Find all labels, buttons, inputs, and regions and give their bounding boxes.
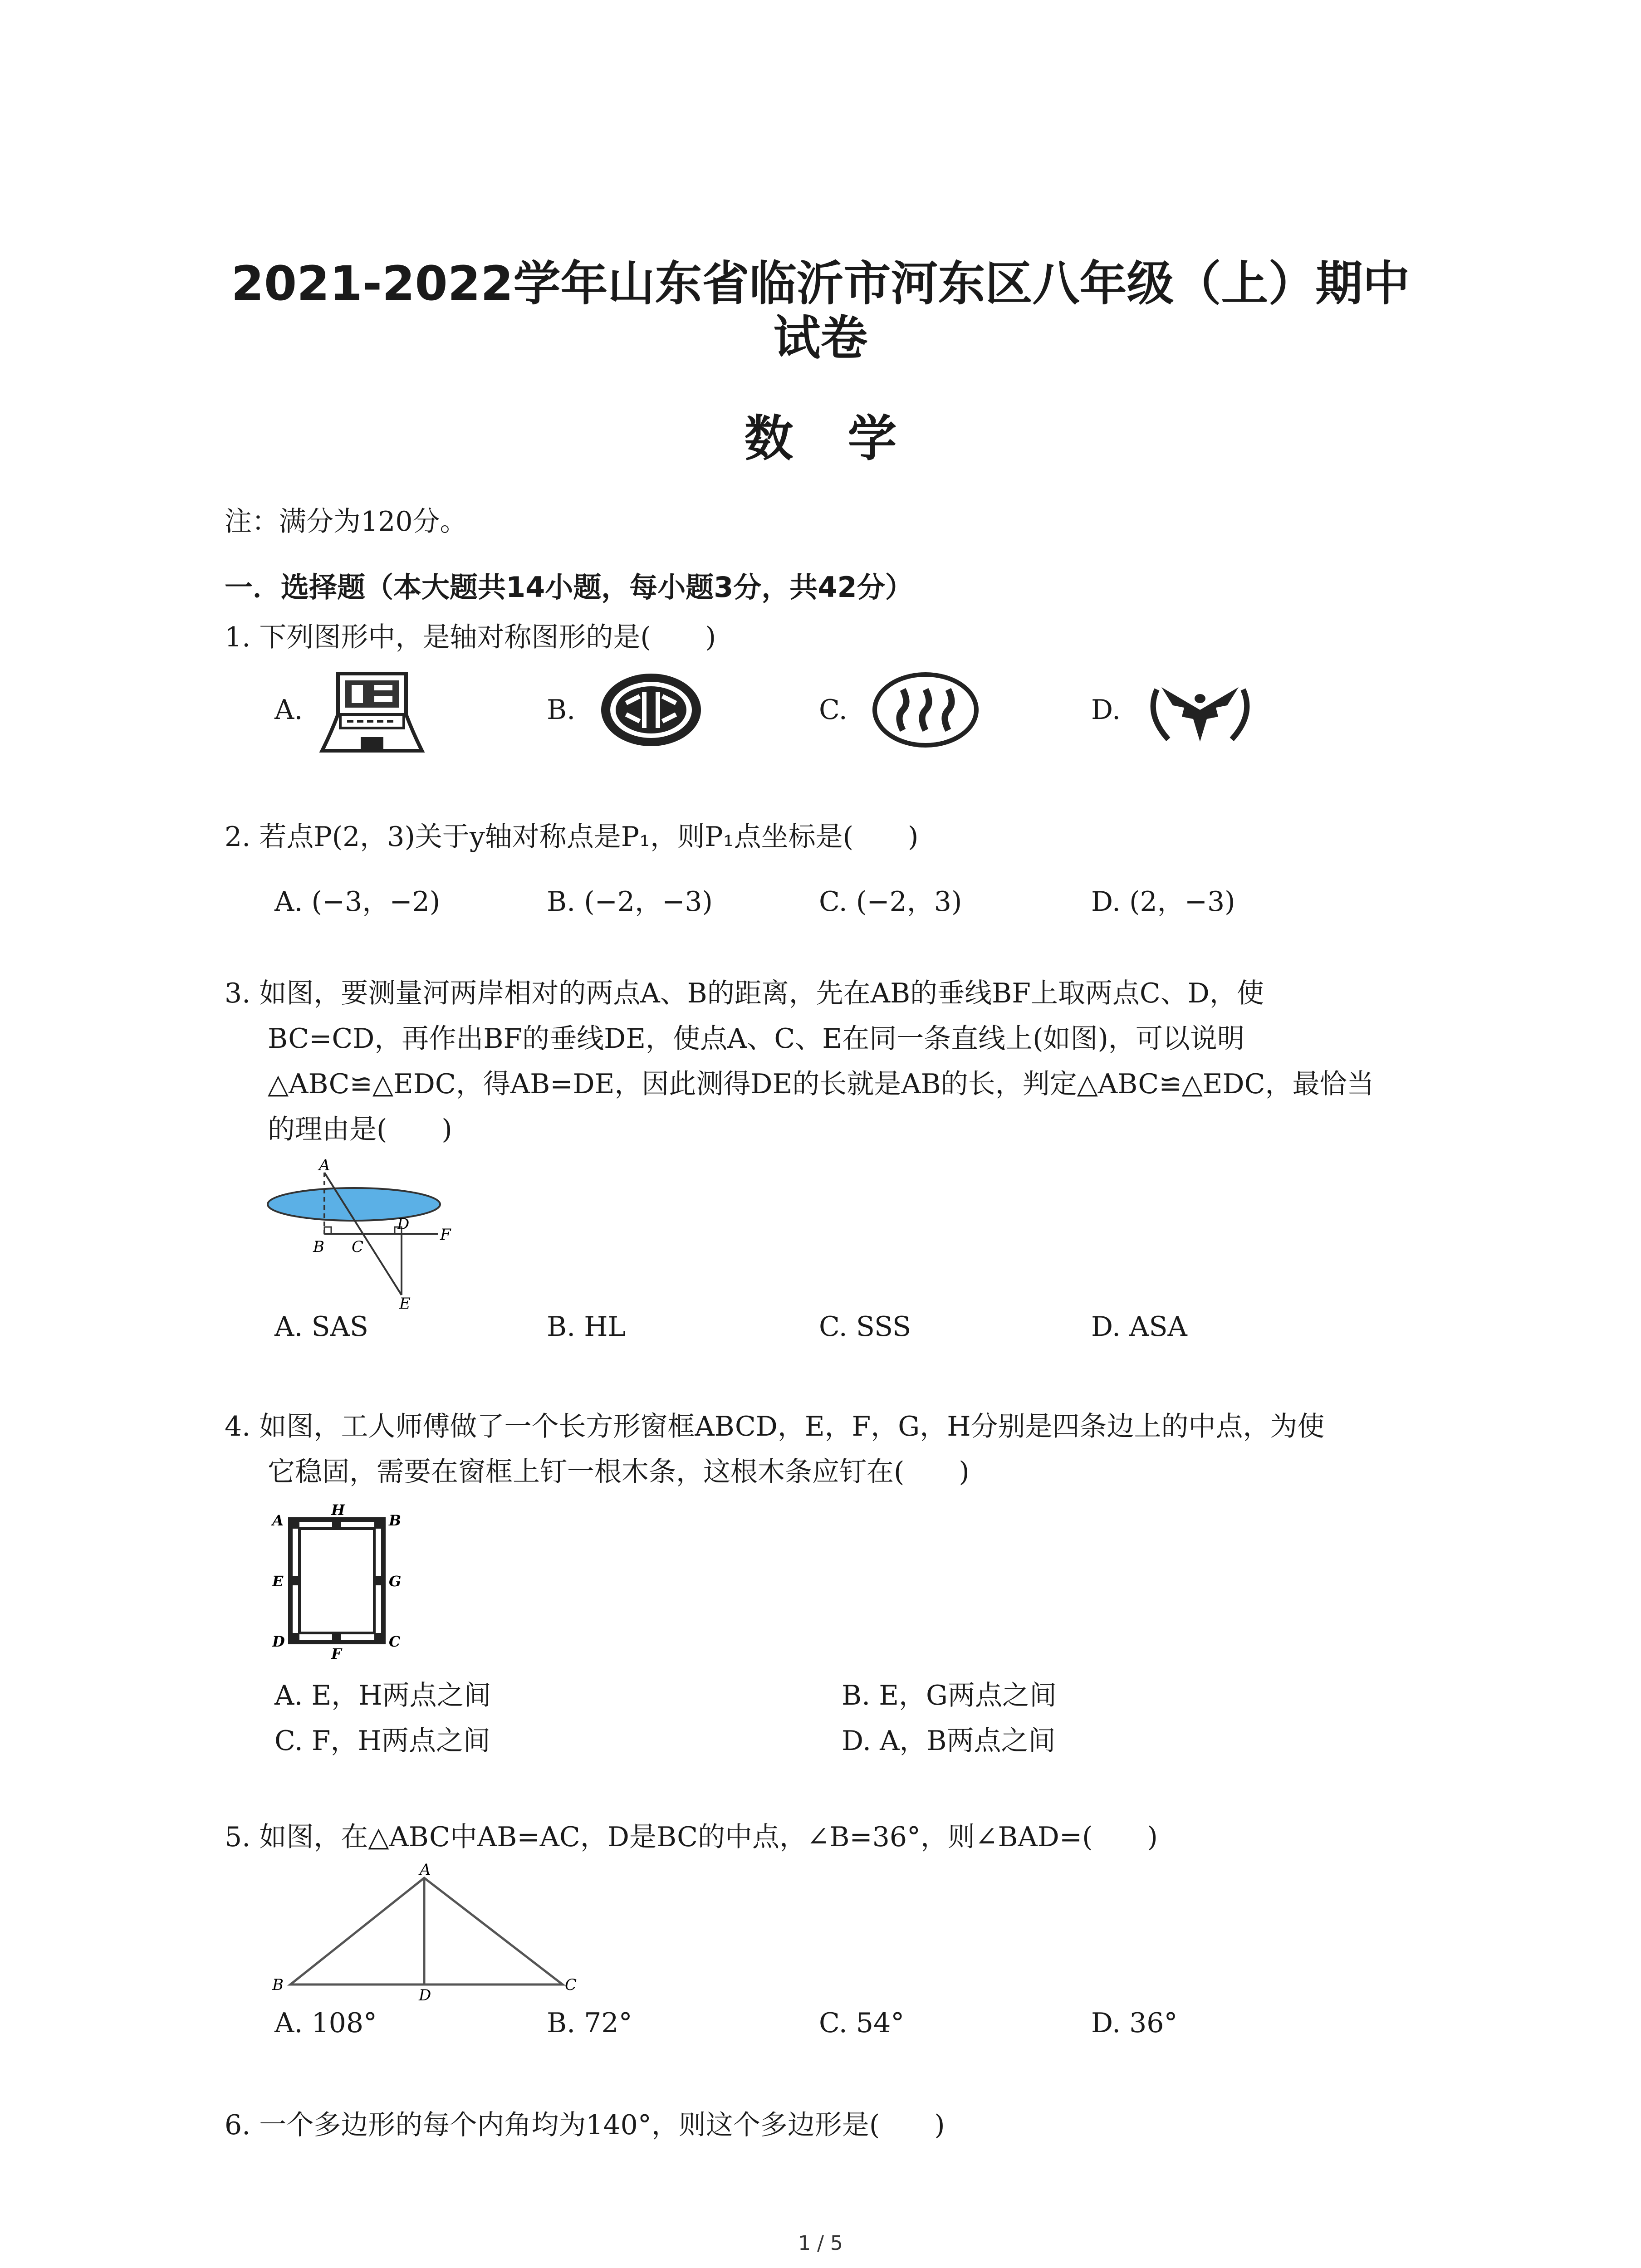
wave-emblem-figure — [871, 671, 980, 748]
fig3-label-a: A — [319, 1156, 330, 1174]
fig4-label-b: B — [389, 1512, 402, 1529]
river-measurement-figure — [265, 1156, 501, 1313]
q4-option-b: B. E，G两点之间 — [842, 1680, 1057, 1711]
score-note: 注：满分为120分。 — [225, 506, 467, 538]
bell-logo-figure — [320, 665, 424, 755]
q6-stem: 6. 一个多边形的每个内角均为140°，则这个多边形是( ) — [225, 2109, 945, 2141]
fig4-label-a: A — [272, 1512, 284, 1529]
q1-option-a-label: A. — [274, 694, 303, 726]
q5-option-c: C. 54° — [819, 2007, 905, 2039]
q1-option-d-label: D. — [1091, 694, 1121, 726]
q2-option-b: B. (−2，−3) — [547, 886, 713, 918]
section-title: 一．选择题（本大题共14小题，每小题3分，共42分） — [225, 571, 913, 604]
q2-stem: 2. 若点P(2，3)关于y轴对称点是P₁，则P₁点坐标是( ) — [225, 821, 919, 853]
q3-option-a: A. SAS — [274, 1311, 369, 1343]
q2-option-c: C. (−2，3) — [819, 886, 962, 918]
window-frame-figure — [265, 1499, 420, 1662]
fig4-label-f: F — [331, 1645, 342, 1662]
fig3-label-b: B — [313, 1238, 324, 1256]
fig4-label-g: G — [389, 1573, 402, 1590]
fig5-label-b: B — [272, 1976, 284, 1994]
q3-stem-line1: 3. 如图，要测量河两岸相对的两点A、B的距离，先在AB的垂线BF上取两点C、D，使 — [225, 978, 1264, 1009]
fig4-label-d: D — [272, 1633, 285, 1650]
q3-stem-line3: △ABC≌△EDC，得AB=DE，因此测得DE的长就是AB的长，判定△ABC≌△EDC，最恰当 — [268, 1068, 1374, 1100]
fig3-label-d: D — [397, 1215, 410, 1233]
fig3-label-e: E — [399, 1295, 411, 1313]
q5-option-a: A. 108° — [274, 2007, 377, 2039]
exam-title-line2: 试卷 — [773, 310, 868, 366]
fig5-label-a: A — [420, 1861, 431, 1879]
q4-option-d: D. A，B两点之间 — [842, 1725, 1056, 1757]
q4-option-a: A. E，H两点之间 — [274, 1680, 491, 1711]
subject-title: 数学 — [744, 411, 951, 467]
isosceles-triangle-figure — [265, 1861, 592, 2004]
bird-emblem-figure — [1143, 678, 1257, 751]
q1-stem: 1. 下列图形中，是轴对称图形的是( ) — [225, 621, 716, 653]
fig4-label-c: C — [389, 1633, 401, 1650]
q1-option-c-label: C. — [819, 694, 847, 726]
q5-option-b: B. 72° — [547, 2007, 632, 2039]
q4-stem-line2: 它稳固，需要在窗框上钉一根木条，这根木条应钉在( ) — [268, 1456, 970, 1488]
q5-option-d: D. 36° — [1091, 2007, 1178, 2039]
q3-stem-line2: BC=CD，再作出BF的垂线DE，使点A、C、E在同一条直线上(如图)，可以说明 — [268, 1023, 1244, 1055]
fig3-label-c: C — [352, 1238, 364, 1256]
q5-stem: 5. 如图，在△ABC中AB=AC，D是BC的中点，∠B=36°，则∠BAD=( ) — [225, 1821, 1158, 1853]
fig4-label-e: E — [272, 1573, 284, 1590]
round-emblem-figure — [599, 671, 703, 748]
q2-option-a: A. (−3，−2) — [274, 886, 441, 918]
fig5-label-d: D — [419, 1986, 431, 2004]
page-number: 1 / 5 — [798, 2232, 843, 2255]
q4-stem-line1: 4. 如图，工人师傅做了一个长方形窗框ABCD，E，F，G，H分别是四条边上的中点，为使 — [225, 1411, 1325, 1442]
q4-option-c: C. F，H两点之间 — [274, 1725, 490, 1757]
exam-title-line1: 2021-2022学年山东省临沂市河东区八年级（上）期中 — [231, 256, 1410, 311]
q3-option-b: B. HL — [547, 1311, 626, 1343]
fig5-label-c: C — [565, 1976, 577, 1994]
q3-option-d: D. ASA — [1091, 1311, 1187, 1343]
q3-stem-line4: 的理由是( ) — [268, 1114, 452, 1145]
q2-option-d: D. (2，−3) — [1091, 886, 1235, 918]
fig4-label-h: H — [331, 1501, 345, 1519]
fig3-label-f: F — [440, 1226, 451, 1244]
q1-option-b-label: B. — [547, 694, 576, 726]
q3-option-c: C. SSS — [819, 1311, 911, 1343]
